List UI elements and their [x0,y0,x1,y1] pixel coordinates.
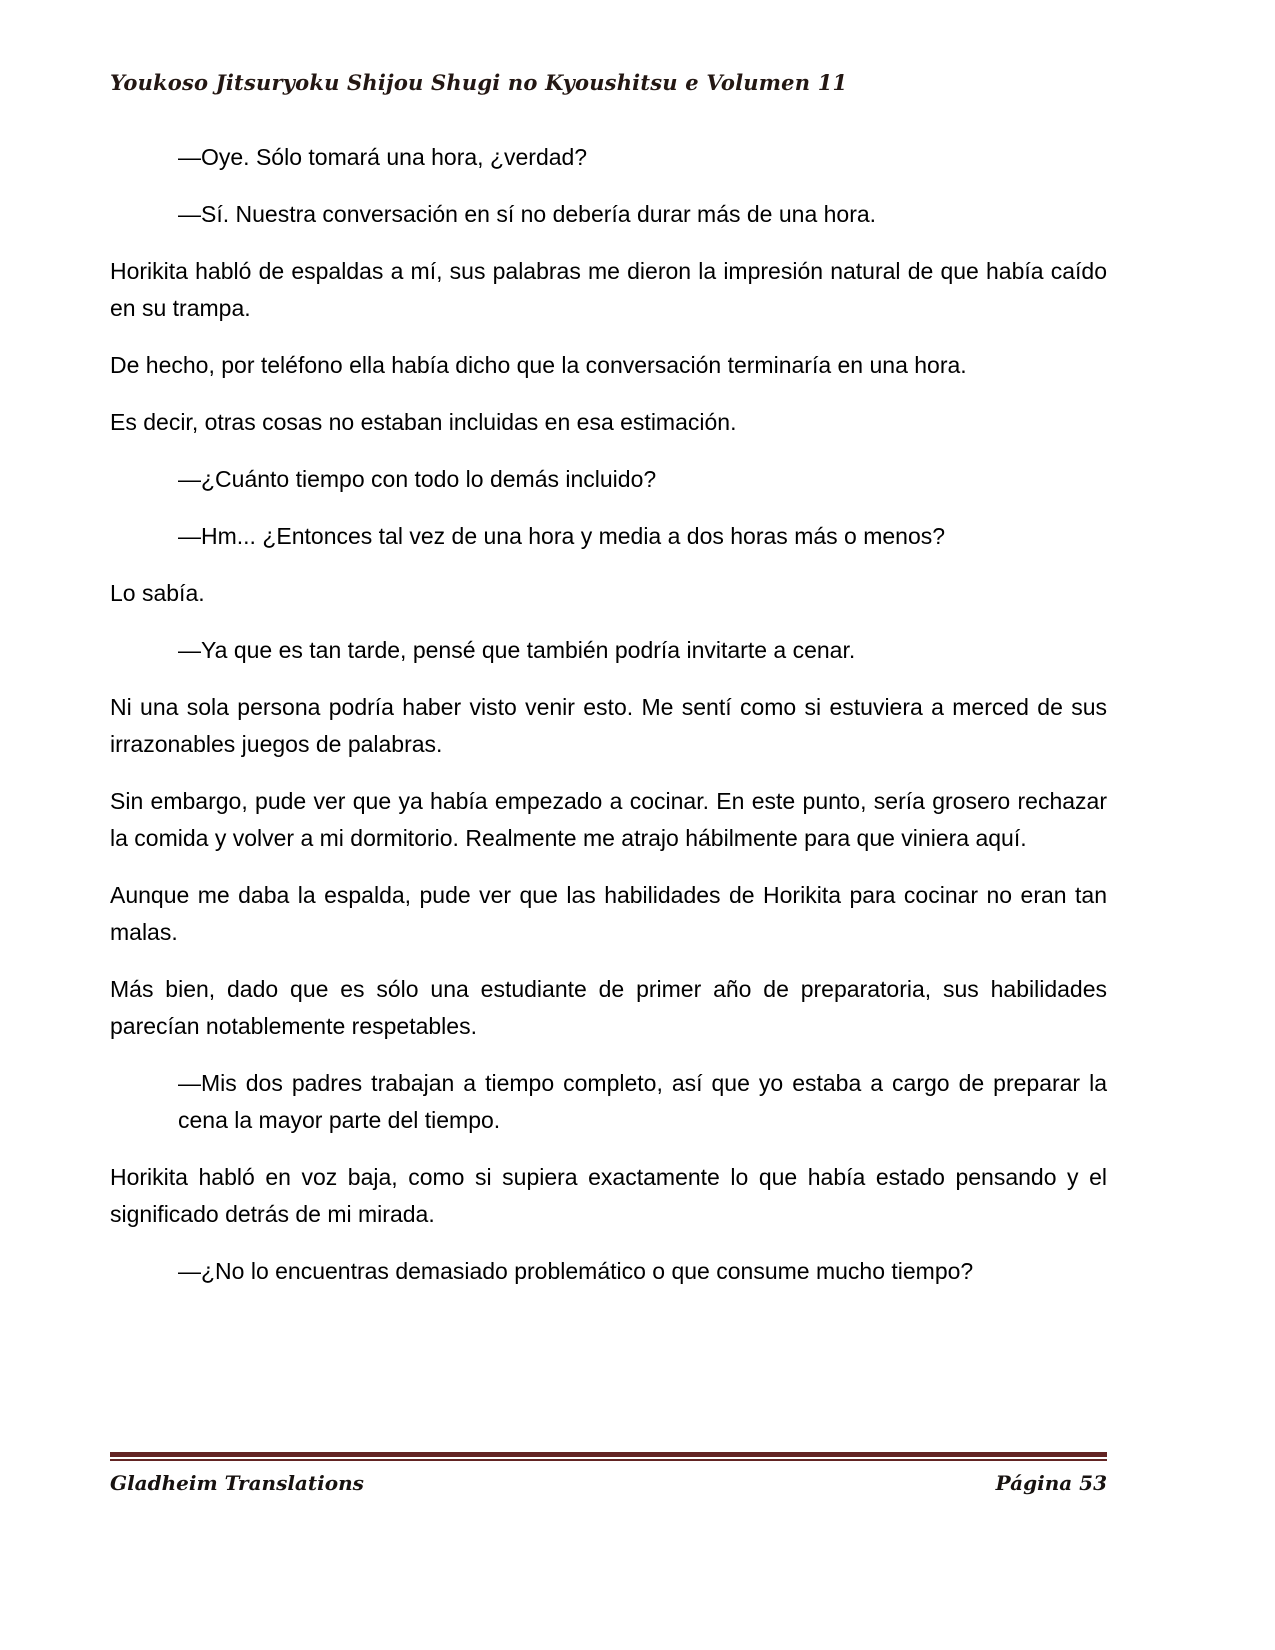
narration-paragraph: Horikita habló de espaldas a mí, sus palabras me dieron la impresión natural de que había caído en su trampa. [110,258,1107,321]
footer-page-number: Página 53 [995,1471,1107,1495]
footer-translator-credit: Gladheim Translations [110,1471,364,1495]
dialogue-paragraph: —Ya que es tan tarde, pensé que también podría invitarte a cenar. [178,637,856,663]
dialogue-paragraph: —¿Cuánto tiempo con todo lo demás incluido? [178,466,657,492]
dialogue-paragraph: —Mis dos padres trabajan a tiempo completo, así que yo estaba a cargo de preparar la cena la mayor parte del tiempo. [178,1070,1107,1133]
narration-paragraph: Aunque me daba la espalda, pude ver que las habilidades de Horikita para cocinar no eran tan malas. [110,882,1107,945]
dialogue-paragraph: —¿No lo encuentras demasiado problemático o que consume mucho tiempo? [178,1258,974,1284]
footer-text-row [110,1471,1107,1495]
page-footer [110,1452,1107,1495]
narration-paragraph: De hecho, por teléfono ella había dicho que la conversación terminaría en una hora. [110,352,967,378]
narration-paragraph: Más bien, dado que es sólo una estudiante de primer año de preparatoria, sus habilidades parecían notablemente respetables. [110,976,1107,1039]
narration-paragraph: Es decir, otras cosas no estaban incluidas en esa estimación. [110,409,737,435]
dialogue-paragraph: —Sí. Nuestra conversación en sí no debería durar más de una hora. [178,201,877,227]
footer-rule-thin [110,1459,1107,1461]
narration-paragraph: Horikita habló en voz baja, como si supiera exactamente lo que había estado pensando y el significado detrás de mi mirada. [110,1164,1107,1227]
footer-rule-thick [110,1452,1107,1457]
dialogue-paragraph: —Oye. Sólo tomará una hora, ¿verdad? [178,144,588,170]
dialogue-paragraph: —Hm... ¿Entonces tal vez de una hora y media a dos horas más o menos? [178,523,946,549]
page-header-title: Youkoso Jitsuryoku Shijou Shugi no Kyoushitsu e Volumen 11 [110,70,848,95]
narration-paragraph: Lo sabía. [110,580,205,606]
narration-paragraph: Ni una sola persona podría haber visto venir esto. Me sentí como si estuviera a merced de sus irrazonables juegos de palabras. [110,694,1107,757]
page-body [110,139,1107,1290]
narration-paragraph: Sin embargo, pude ver que ya había empezado a cocinar. En este punto, sería grosero rechazar la comida y volver a mi dormitorio. Realmente me atrajo hábilmente para que viniera aquí. [110,788,1107,851]
